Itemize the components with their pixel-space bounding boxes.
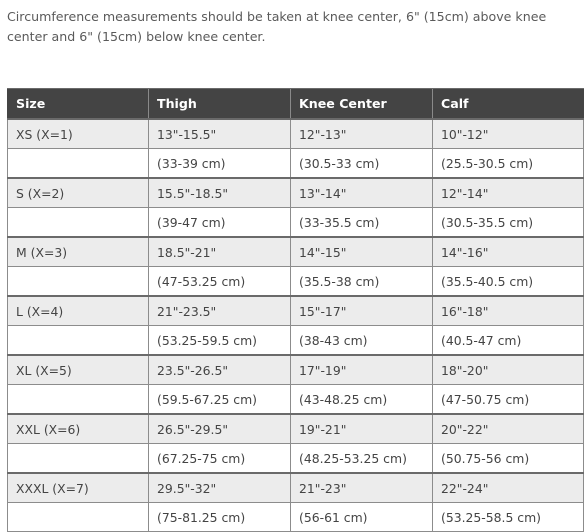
thigh-inches-cell: 13"-15.5"	[149, 119, 291, 149]
size-cell: XXXL (X=7)	[8, 473, 149, 503]
calf-inches-cell: 18"-20"	[433, 355, 584, 385]
thigh-cm-cell: (59.5-67.25 cm)	[149, 385, 291, 415]
thigh-cm-cell: (47-53.25 cm)	[149, 267, 291, 297]
calf-inches-cell: 12"-14"	[433, 178, 584, 208]
table-row	[8, 385, 584, 415]
table-header-row	[8, 89, 584, 120]
calf-inches-cell: 22"-24"	[433, 473, 584, 503]
header-calf: Calf	[433, 89, 584, 120]
size-cell: M (X=3)	[8, 237, 149, 267]
table-row	[8, 503, 584, 532]
size-cell-empty	[8, 385, 149, 415]
calf-cm-cell: (25.5-30.5 cm)	[433, 149, 584, 179]
knee-cm-cell: (48.25-53.25 cm)	[291, 444, 433, 474]
calf-cm-cell: (47-50.75 cm)	[433, 385, 584, 415]
table-row	[8, 326, 584, 356]
thigh-inches-cell: 15.5"-18.5"	[149, 178, 291, 208]
thigh-cm-cell: (53.25-59.5 cm)	[149, 326, 291, 356]
calf-inches-cell: 14"-16"	[433, 237, 584, 267]
thigh-inches-cell: 21"-23.5"	[149, 296, 291, 326]
size-cell-empty	[8, 503, 149, 532]
table-row	[8, 178, 584, 208]
calf-cm-cell: (35.5-40.5 cm)	[433, 267, 584, 297]
table-row	[8, 267, 584, 297]
size-cell-empty	[8, 267, 149, 297]
table-row	[8, 237, 584, 267]
size-chart-table	[7, 88, 584, 532]
knee-cm-cell: (43-48.25 cm)	[291, 385, 433, 415]
calf-cm-cell: (30.5-35.5 cm)	[433, 208, 584, 238]
size-cell: L (X=4)	[8, 296, 149, 326]
header-thigh: Thigh	[149, 89, 291, 120]
knee-cm-cell: (35.5-38 cm)	[291, 267, 433, 297]
size-cell-empty	[8, 326, 149, 356]
knee-inches-cell: 14"-15"	[291, 237, 433, 267]
thigh-cm-cell: (75-81.25 cm)	[149, 503, 291, 532]
calf-inches-cell: 10"-12"	[433, 119, 584, 149]
knee-inches-cell: 19"-21"	[291, 414, 433, 444]
knee-cm-cell: (30.5-33 cm)	[291, 149, 433, 179]
knee-cm-cell: (56-61 cm)	[291, 503, 433, 532]
table-row	[8, 208, 584, 238]
thigh-cm-cell: (39-47 cm)	[149, 208, 291, 238]
knee-cm-cell: (38-43 cm)	[291, 326, 433, 356]
table-row	[8, 473, 584, 503]
table-row	[8, 149, 584, 179]
calf-cm-cell: (53.25-58.5 cm)	[433, 503, 584, 532]
table-row	[8, 414, 584, 444]
size-cell-empty	[8, 444, 149, 474]
size-cell-empty	[8, 149, 149, 179]
thigh-inches-cell: 26.5"-29.5"	[149, 414, 291, 444]
size-cell: XXL (X=6)	[8, 414, 149, 444]
knee-inches-cell: 21"-23"	[291, 473, 433, 503]
knee-inches-cell: 13"-14"	[291, 178, 433, 208]
calf-inches-cell: 20"-22"	[433, 414, 584, 444]
size-cell-empty	[8, 208, 149, 238]
calf-cm-cell: (40.5-47 cm)	[433, 326, 584, 356]
thigh-inches-cell: 18.5"-21"	[149, 237, 291, 267]
table-row	[8, 119, 584, 149]
table-body	[8, 119, 584, 532]
knee-inches-cell: 15"-17"	[291, 296, 433, 326]
table-row	[8, 444, 584, 474]
calf-cm-cell: (50.75-56 cm)	[433, 444, 584, 474]
size-cell: S (X=2)	[8, 178, 149, 208]
header-size: Size	[8, 89, 149, 120]
thigh-cm-cell: (33-39 cm)	[149, 149, 291, 179]
table-row	[8, 355, 584, 385]
size-cell: XL (X=5)	[8, 355, 149, 385]
knee-inches-cell: 12"-13"	[291, 119, 433, 149]
thigh-cm-cell: (67.25-75 cm)	[149, 444, 291, 474]
thigh-inches-cell: 29.5"-32"	[149, 473, 291, 503]
thigh-inches-cell: 23.5"-26.5"	[149, 355, 291, 385]
table-row	[8, 296, 584, 326]
size-cell: XS (X=1)	[8, 119, 149, 149]
header-knee-center: Knee Center	[291, 89, 433, 120]
measurement-instructions: Circumference measurements should be taken at knee center, 6" (15cm) above knee center and 6" (15cm) below knee center.	[7, 9, 547, 44]
knee-cm-cell: (33-35.5 cm)	[291, 208, 433, 238]
knee-inches-cell: 17"-19"	[291, 355, 433, 385]
spacer	[0, 56, 587, 85]
calf-inches-cell: 16"-18"	[433, 296, 584, 326]
